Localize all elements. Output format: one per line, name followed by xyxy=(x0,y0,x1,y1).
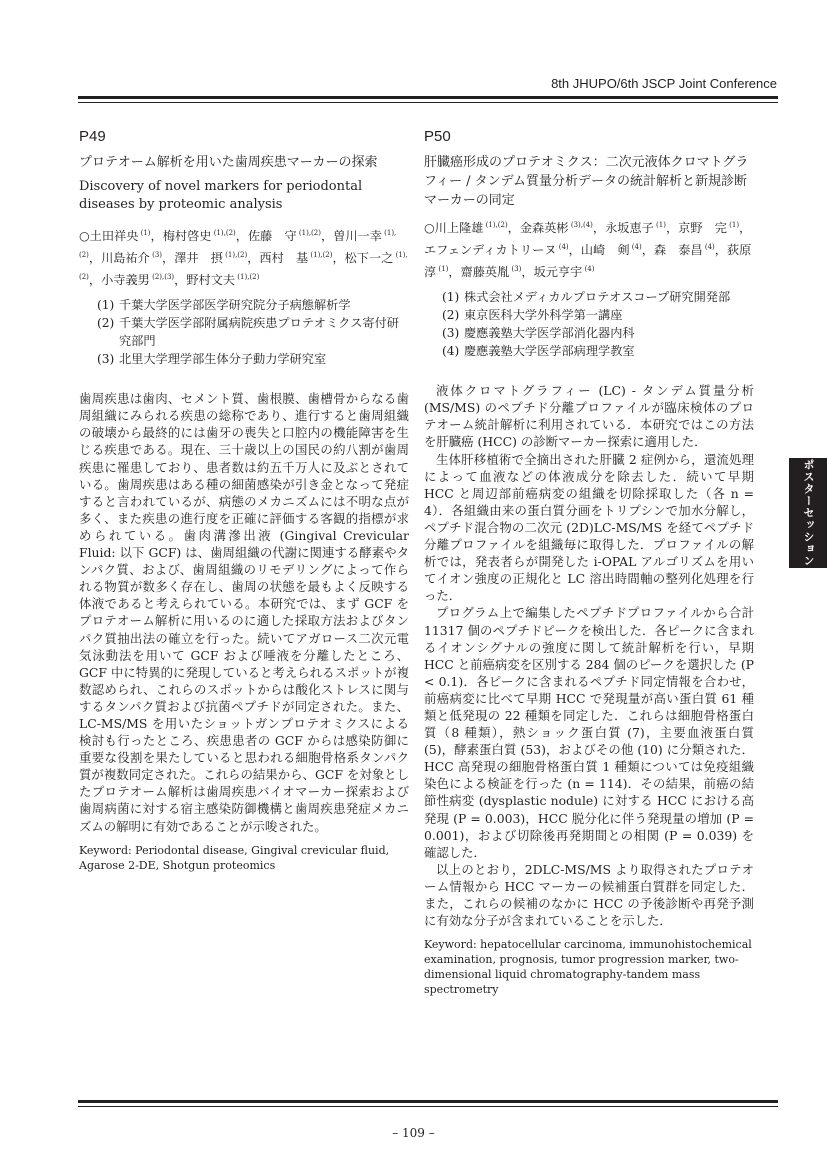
author-name: 佐藤 守 xyxy=(247,229,297,244)
author-name: 澤井 摂 xyxy=(174,251,223,266)
author-list: ○土田祥央 $^{(1)}$，梅村啓史 $^{(1),(2)}$，佐藤 守 $^{(1),(2)}$，曽川一幸 $^{(1),(2)}$，川島祐介 $^{(3)}$，澤井 摂 $^{(1),(2)}$，西村 基 $^{(1),(2)}$，松下一之 $^{(1),(2)}$，小寺義男 $^{(2),(3)}$，野村文夫 $^{(1),(2)}$ xyxy=(79,229,408,288)
author-affiliation-mark: (3) xyxy=(149,251,162,260)
header-rule-thick xyxy=(78,96,778,99)
author-affiliation-mark: (1),(2) xyxy=(296,229,321,237)
affiliation-text: 慶應義塾大学医学部消化器内科 xyxy=(464,326,635,341)
author-name: 山崎 剣 xyxy=(580,243,630,258)
author xyxy=(461,265,522,279)
author-affiliation-mark: (1) xyxy=(726,221,740,229)
author xyxy=(424,243,569,257)
author xyxy=(520,221,593,235)
abstract-paragraph: 歯周疾患は歯肉、セメント質、歯根膜、歯槽骨からなる歯周組織にみられる疾患の総称であり、進行すると歯周組織の破壊から最終的には歯牙の喪失と口腔内の機能障害を生じる疾患である。現在、三十歳以上の国民の約八割が歯周疾患に罹患しており、患者数は約五千万人に及ぶとされている。歯周疾患はある種の細菌感染が引き金となって発症すると言われているが、病態のメカニズムには不明な点が多く、また疾患の進行度を正確に評価する客観的指標が求められている。歯肉溝滲出液 (Gingival Crevicular Fluid: 以下 GCF) は、歯周組織の代謝に関連する酵素やタンパク質、および、歯周組織のリモデリングによって作られる物質が数多く存在し、歯周の状態を最もよく反映する体液であると考えられている。本研究では、まず GCF をプロテオーム解析に用いるのに適した採取方法およびタンパク質抽出法の確立を行った。続いてアガロース二次元電気泳動法を用いて GCF および唾液を分離したところ、GCF 中に特異的に発現していると考えられるスポットが複数認められ、これらのスポットからは酸化ストレスに関与するタンパク質および抗菌ペプチドが同定された。また、LC-MS/MS を用いたショットガンプロテオミクスによる検討も行ったところ、疾患患者の GCF からは感染防御に重要な役割を果たしていると思われる細胞骨格系タンパク質が複数同定された。これらの結果から、GCF を対象としたプロテオーム解析は歯周疾患バイオマーカー探索および歯周病菌に対する宿主感染防御機構と歯周疾患発症メカニズムの解明に有効であることが示唆された。 xyxy=(79,391,409,834)
author-list: ○川上隆雄 $^{(1),(2)}$，金森英彬 $^{(3),(4)}$，永坂恵子 $^{(1)}$，京野 完 $^{(1)}$，エフェンディカトリーヌ $^{(4)}$，山崎 剣 $^{(4)}$，森 泰昌 $^{(4)}$，荻原 淳 $^{(1)}$，齋藤英胤 $^{(3)}$，坂元亨宇 $^{(4)}$ xyxy=(424,221,764,280)
author-name: 曽川一幸 xyxy=(333,229,382,244)
affiliation-number: (1) xyxy=(97,298,115,313)
author xyxy=(248,229,321,243)
affiliation-text: 東京医科大学外科学第一講座 xyxy=(464,308,623,323)
abstract-paragraph: 生体肝移植術で全摘出された肝臓 2 症例から，還流処理によって血液などの体液成分を除去した．続いて早期 HCC と周辺部前癌病変の組織を切除採取した（各 n = 4）．各組織由来の蛋白質分画をトリプシンで加水分解し，ペプチド混合物の二次元 (2D)LC-MS/MS を経てペプチド分離プロファイルを組織毎に取得した．プロファイルの解析では，発表者らが開発した i-OPAL アルゴリズムを用いてイオン強度の正規化と LC 溶出時間軸の整列化処理を行った． xyxy=(424,451,754,604)
abstract-body xyxy=(424,382,754,929)
author xyxy=(678,221,739,235)
author-affiliation-mark: (4) xyxy=(702,243,715,252)
footer-rule-thick xyxy=(78,1100,778,1103)
author-affiliation-mark: (4) xyxy=(629,243,642,252)
author-affiliation-mark: (3) xyxy=(509,265,522,274)
poster-title-ja: 肝臓癌形成のプロテオミクス：二次元液体クロマトグラフィー / タンデム質量分析データの統計解析と新規診断マーカーの同定 xyxy=(424,155,749,208)
author-affiliation-mark: (1),(2) xyxy=(483,221,508,229)
keyword-line: Keyword: hepatocellular carcinoma, immunohistochemical examination, prognosis, tumor progression marker, two-dimensional liquid chromatography-tandem mass spectrometry xyxy=(424,938,752,997)
affiliation-number: (2) xyxy=(97,316,115,331)
poster-title-en: Discovery of novel markers for periodontal diseases by proteomic analysis xyxy=(79,179,363,212)
abstract-paragraph: 以上のとおり，2DLC-MS/MS より取得されたプロテオーム情報から HCC マーカーの候補蛋白質群を同定した．また，これらの候補のなかに HCC の予後診断や再発予測に有効な分子が含まれていることを示した． xyxy=(424,861,754,929)
author-name: 荻原 淳 xyxy=(424,243,764,280)
affiliation-item xyxy=(442,306,754,324)
author-name: 梅村啓史 xyxy=(162,229,212,244)
conference-header: 8th JHUPO/6th JSCP Joint Conference xyxy=(551,76,777,91)
affiliation-text: 北里大学理学部生体分子動力学研究室 xyxy=(119,352,327,367)
author-name: 金森英彬 xyxy=(519,221,569,236)
author-affiliation-mark: (4) xyxy=(582,265,595,274)
author-name: 森 泰昌 xyxy=(653,243,703,258)
author-affiliation-mark: (1),(2) xyxy=(211,229,236,237)
author-name: 西村 基 xyxy=(259,251,309,266)
abstract-paragraph: 液体クロマトグラフィー (LC) - タンデム質量分析 (MS/MS) のペプチド分離プロファイルが臨床検体のプロテオーム統計解析に利用されている．本研究ではこの方法を肝臓癌 (HCC) の診断マーカー探索に適用した． xyxy=(424,383,754,450)
author-affiliation-mark: (1),(2) xyxy=(235,273,260,282)
poster-p50 xyxy=(424,128,764,997)
affiliation-number: (1) xyxy=(442,290,460,305)
author xyxy=(174,251,247,265)
author-name: 野村文夫 xyxy=(186,273,236,288)
affiliation-item xyxy=(442,342,754,360)
footer-rule-thin xyxy=(78,1106,778,1107)
affiliation-text: 千葉大学医学部医学研究院分子病態解析学 xyxy=(119,298,351,313)
poster-p49 xyxy=(79,128,409,873)
author-name: 齋藤英胤 xyxy=(460,265,510,280)
author xyxy=(654,243,715,257)
author-name: 小寺義男 xyxy=(101,273,150,288)
author xyxy=(186,273,259,287)
page-number: – 109 – xyxy=(392,1126,435,1140)
author-affiliation-mark: (1) xyxy=(436,265,449,274)
author xyxy=(581,243,642,257)
affiliation-number: (3) xyxy=(97,352,115,367)
affiliation-text: 株式会社メディカルプロテオスコープ研究開発部 xyxy=(464,290,731,305)
affiliation-number: (4) xyxy=(442,344,460,359)
poster-id: P49 xyxy=(79,128,106,145)
author xyxy=(534,265,595,279)
author xyxy=(79,229,151,243)
affiliation-item xyxy=(442,288,754,306)
author-affiliation-mark: (4) xyxy=(556,243,569,252)
author-affiliation-mark: (1) xyxy=(138,229,151,237)
affiliation-number: (3) xyxy=(442,326,460,341)
author-name: 坂元亨宇 xyxy=(533,265,583,280)
poster-title-ja: プロテオーム解析を用いた歯周疾患マーカーの探索 xyxy=(79,155,378,170)
affiliation-number: (2) xyxy=(442,308,460,323)
poster-session-tab: ポスターセッション xyxy=(789,458,827,568)
affiliation-list xyxy=(424,288,754,360)
affiliation-item xyxy=(442,324,754,342)
author xyxy=(424,221,508,235)
author-affiliation-mark: (3),(4) xyxy=(568,221,593,229)
abstract-paragraph: プログラム上で編集したペプチドプロファイルから合計 11317 個のペプチドピークを検出した．各ピークに含まれるイオンシグナルの強度に関して統計解析を行い，早期 HCC と前癌病変を区別する 284 個のピークを選択した (P < 0.1)．各ピークに含まれるペプチド同定情報を合わせ，前癌病変に比べて早期 HCC で発現量が高い蛋白質 61 種類と低発現の 22 種類を同定した．これらは細胞骨格蛋白質（8 種類），熱ショック蛋白質 (7)，主要血液蛋白質 (5)，酵素蛋白質 (53)，およびその他 (10) に分類された．HCC 高発現の細胞骨格蛋白質 1 種類については免疫組織染色による検証を行った (n = 114)．その結果，前癌の結節性病変 (dysplastic nodule) に対する HCC における高発現 (P = 0.003)，HCC 脱分化に伴う発現量の増加 (P = 0.001)，および切除後再発期間との相関 (P = 0.039) を確認した． xyxy=(424,605,754,860)
author-affiliation-mark: (1),(2) xyxy=(308,251,333,260)
abstract-body xyxy=(79,390,409,834)
author-name: 京野 完 xyxy=(678,221,727,236)
author xyxy=(101,273,174,287)
affiliation-text: 千葉大学医学部附属病院疾患プロテオミクス寄付研究部門 xyxy=(119,316,399,349)
author-affiliation-mark: (1) xyxy=(653,221,666,229)
author-name: 永坂恵子 xyxy=(605,221,654,236)
affiliation-list xyxy=(79,296,409,368)
affiliation-item xyxy=(97,350,409,368)
author-name: 川島祐介 xyxy=(101,251,150,266)
author-name: エフェンディカトリーヌ xyxy=(424,243,557,258)
author xyxy=(101,251,162,265)
affiliation-item xyxy=(97,296,409,314)
author-affiliation-mark: (1),(2) xyxy=(222,251,248,260)
author-affiliation-mark: (2),(3) xyxy=(149,273,175,282)
affiliation-text: 慶應義塾大学医学部病理学教室 xyxy=(464,344,635,359)
keyword-line: Keyword: Periodontal disease, Gingival crevicular fluid, Agarose 2-DE, Shotgun proteomics xyxy=(79,843,390,872)
header-rule-thin xyxy=(78,102,778,103)
author-affiliation-mark: (1),(2) xyxy=(79,229,397,260)
author-name: 松下一之 xyxy=(344,251,394,266)
author-name: ○土田祥央 xyxy=(79,229,139,244)
author-affiliation-mark: (1),(2) xyxy=(79,251,408,282)
author xyxy=(259,251,332,265)
affiliation-item xyxy=(97,314,409,350)
poster-id: P50 xyxy=(424,128,451,145)
author-name: ○川上隆雄 xyxy=(424,221,484,236)
author xyxy=(605,221,666,235)
author xyxy=(163,229,236,243)
